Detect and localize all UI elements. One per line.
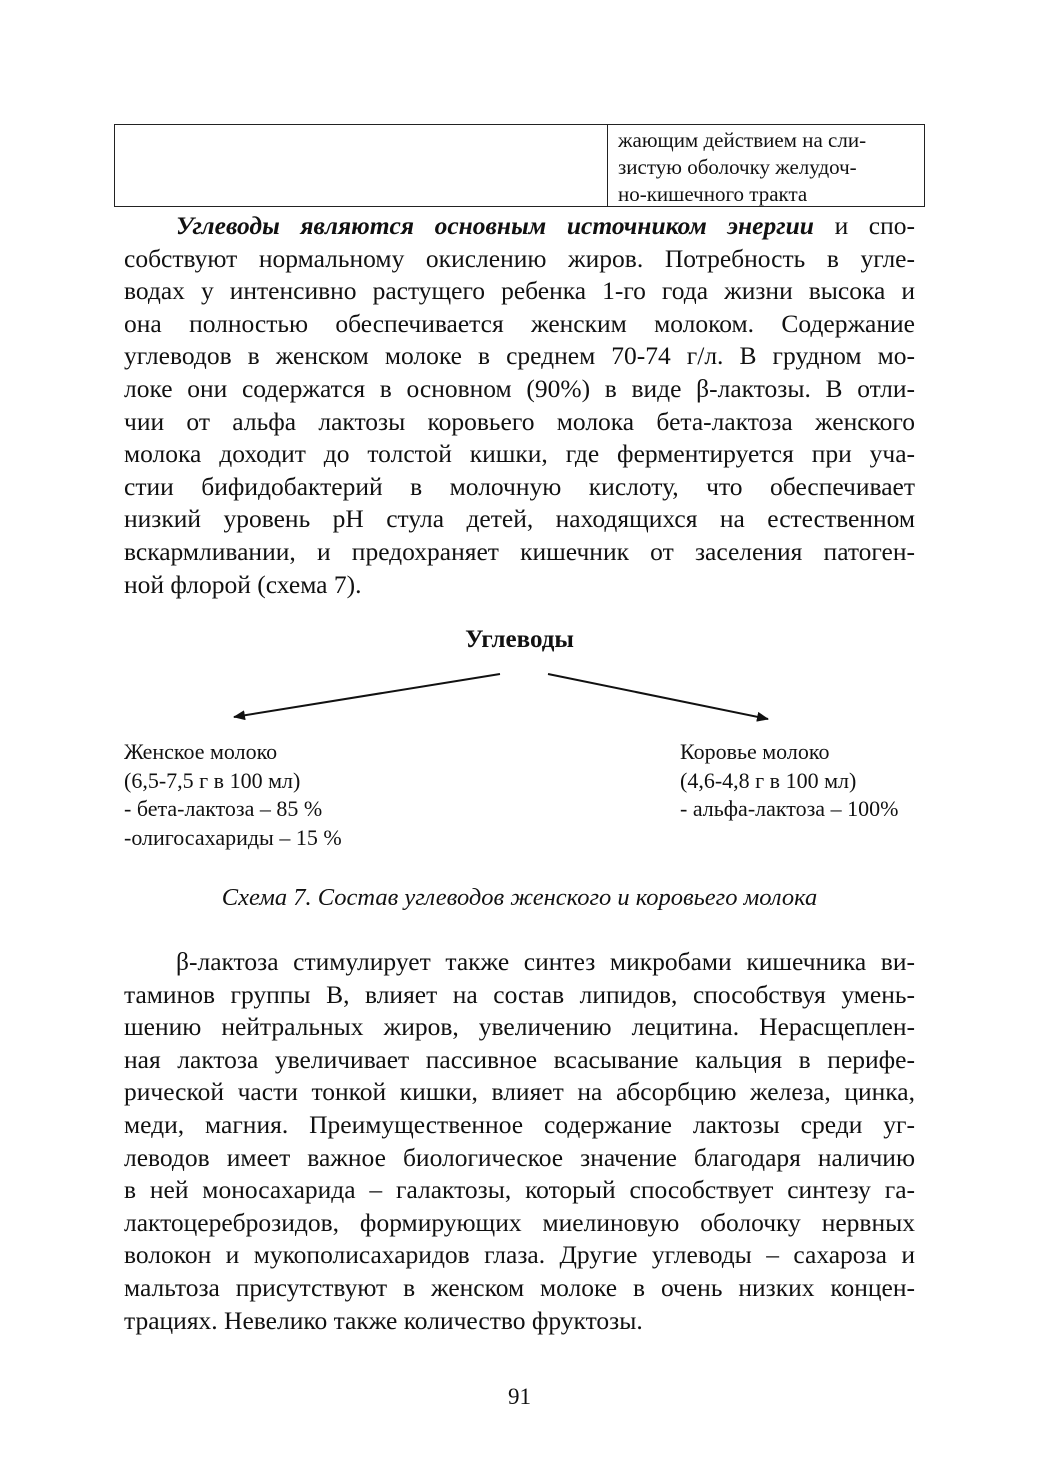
paragraph-line: меди, магния. Преимущественное содержание лактозы среди уг-: [124, 1109, 915, 1139]
arrow-right: [548, 674, 768, 719]
paragraph-line: ной флорой (схема 7).: [124, 569, 362, 599]
table-cell-text: [608, 125, 924, 206]
page-number: 91: [508, 1384, 531, 1409]
paragraph-line: собствуют нормальному окислению жиров. Потребность в угле-: [124, 243, 915, 273]
paragraph-line: шению нейтральных жиров, увеличению лецитина. Нерасщеплен-: [124, 1012, 915, 1042]
paragraph-line: углеводов в женском молоке в среднем 70-74 г/л. В грудном мо-: [124, 341, 915, 371]
paragraph-line: таминов группы В, влияет на состав липидов, способствуя умень-: [124, 979, 915, 1009]
table-cell-line: зистую оболочку желудоч-: [618, 155, 857, 179]
node-line: Коровье молоко: [680, 739, 830, 764]
paragraph-line: волокон и мукополисахаридов глаза. Другие углеводы – сахароза и: [124, 1240, 915, 1270]
paragraph-line: леводов имеет важное биологическое значение благодаря наличию: [124, 1142, 915, 1172]
paragraph-line: низкий уровень рН стула детей, находящихся на естественном: [124, 504, 915, 534]
paragraph-line: чии от альфа лактозы коровьего молока бета-лактоза женского: [124, 406, 915, 436]
node-line: - бета-лактоза – 85 %: [124, 796, 323, 821]
schema-node-cows-milk: [680, 738, 898, 824]
paragraph-line: трациях. Невелико также количество фруктозы.: [124, 1305, 643, 1335]
schema-title: Углеводы: [465, 626, 574, 653]
paragraph-line: стии бифидобактерий в молочную кислоту, что обеспечивает: [124, 471, 915, 501]
paragraph-line: β-лактоза стимулирует также синтез микробами кишечника ви-: [176, 947, 915, 976]
schema-arrows: [0, 660, 1039, 730]
paragraph-line: водах у интенсивно растущего ребенка 1-го года жизни высока и: [124, 276, 915, 306]
paragraph-carbohydrates: [124, 210, 915, 601]
paragraph-line: молока доходит до толстой кишки, где ферментируется при уча-: [124, 439, 915, 469]
paragraph-beta-lactose: [124, 946, 915, 1337]
node-line: Женское молоко: [124, 739, 278, 764]
table-cell-line: жающим действием на сли-: [618, 128, 867, 152]
table-cell-line: но-кишечного тракта: [618, 182, 808, 206]
paragraph-line: мальтоза присутствуют в женском молоке в очень низких концен-: [124, 1272, 915, 1302]
node-line: (4,6-4,8 г в 100 мл): [680, 767, 857, 793]
paragraph-line: ная лактоза увеличивает пассивное всасывание кальция в перифе-: [124, 1044, 915, 1074]
table-cell-empty: [115, 125, 608, 206]
paragraph-line: лактоцереброзидов, формирующих миелиновую оболочку нервных: [124, 1207, 915, 1237]
paragraph-line: рической части тонкой кишки, влияет на абсорбцию железа, цинка,: [124, 1077, 915, 1107]
paragraph-line: [124, 210, 915, 243]
paragraph-line: локе они содержатся в основном (90%) в виде β-лактозы. В отли-: [124, 373, 915, 403]
table-fragment: [114, 124, 925, 207]
node-line: (6,5-7,5 г в 100 мл): [124, 767, 301, 793]
schema-caption: Схема 7. Состав углеводов женского и коровьего молока: [221, 884, 818, 911]
paragraph-line: вскармливании, и предохраняет кишечник от заселения патоген-: [124, 536, 915, 566]
paragraph-line: она полностью обеспечивается женским молоком. Содержание: [124, 308, 915, 338]
node-line: -олигосахариды – 15 %: [124, 824, 342, 850]
arrow-left: [234, 674, 500, 717]
paragraph-line-rest: и спо-: [814, 211, 915, 240]
schema-node-womens-milk: [124, 738, 342, 852]
paragraph-line: в ней моносахарида – галактозы, который способствует синтезу га-: [124, 1175, 915, 1205]
node-line: - альфа-лактоза – 100%: [680, 796, 899, 821]
emphasis-text: Углеводы являются основным источником энергии: [176, 211, 814, 240]
